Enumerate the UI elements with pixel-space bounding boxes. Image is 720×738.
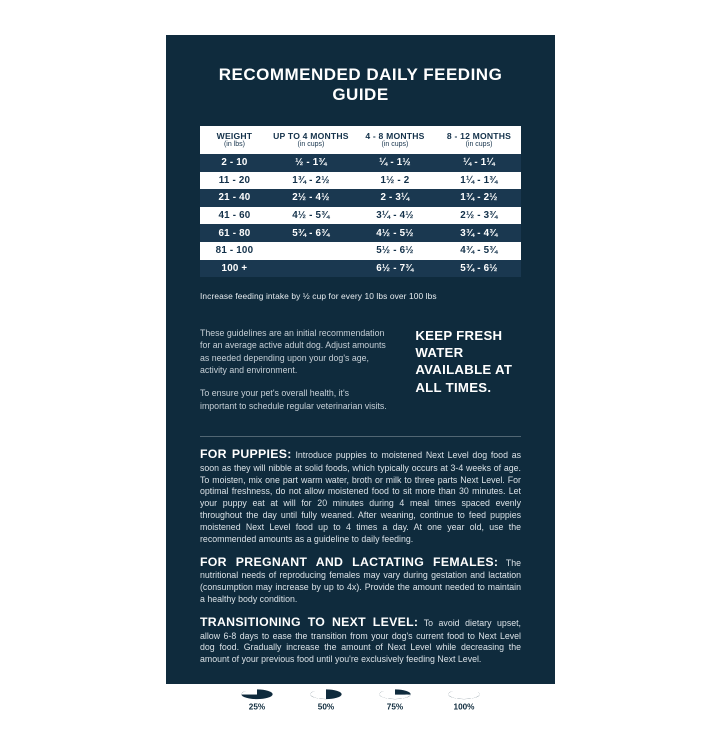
section-pregnant-lactating	[200, 554, 521, 606]
table-row	[200, 207, 521, 225]
section-for-puppies	[200, 446, 521, 546]
feeding-guide-panel	[166, 35, 555, 738]
table-footnote: Increase feeding intake by ½ cup for every 10 lbs over 100 lbs	[200, 291, 437, 302]
table-cell: ¼ - 1¼	[463, 157, 495, 169]
table-cell: 2 - 10	[221, 157, 248, 169]
table-cell: 61 - 80	[218, 227, 251, 239]
section-heading: FOR PUPPIES:	[200, 447, 292, 462]
table-cell: 1¾ - 2½	[460, 192, 498, 204]
info-sections	[200, 446, 521, 666]
svg-text:25%: 25%	[248, 702, 266, 712]
table-cell: 81 - 100	[215, 245, 254, 257]
table-row	[200, 260, 521, 278]
svg-text:50%: 50%	[317, 702, 335, 712]
guidelines-section	[200, 327, 521, 423]
table-cell: 11 - 20	[218, 174, 251, 186]
table-row	[200, 224, 521, 242]
transition-bowls	[200, 682, 521, 738]
table-cell: 1½ - 2	[380, 174, 410, 186]
col-header-8-12-months: 8 - 12 MONTHS (in cups)	[446, 130, 512, 148]
table-cell: 21 - 40	[218, 192, 251, 204]
transition-step	[440, 682, 488, 738]
transition-step	[233, 682, 281, 738]
table-cell: 1¾ - 2½	[292, 174, 330, 186]
bowl-icon	[232, 682, 282, 719]
table-cell: 4½ - 5¾	[292, 210, 330, 222]
table-cell: 5½ - 6½	[376, 245, 414, 257]
svg-text:75%: 75%	[386, 702, 404, 712]
guidelines-text	[200, 327, 387, 423]
table-cell: 3¾ - 4¾	[460, 227, 498, 239]
table-cell: 41 - 60	[218, 210, 251, 222]
table-row	[200, 242, 521, 260]
transition-days-label: Days 2-4	[304, 727, 348, 738]
table-cell: 6½ - 7¾	[376, 262, 414, 274]
section-heading: TRANSITIONING TO NEXT LEVEL:	[200, 614, 419, 629]
table-cell: 2½ - 4½	[292, 192, 330, 204]
table-row	[200, 189, 521, 207]
table-cell: 5¾ - 6¾	[292, 227, 330, 239]
col-header-4-8-months: 4 - 8 MONTHS (in cups)	[365, 130, 425, 148]
table-cell: 100 +	[221, 262, 248, 274]
transition-days-label: Days 6-8	[442, 727, 486, 738]
table-cell: 3¼ - 4½	[376, 210, 414, 222]
transition-step	[302, 682, 350, 738]
table-cell: 4¾ - 5¾	[460, 245, 498, 257]
col-header-up-to-4-months: UP TO 4 MONTHS (in cups)	[273, 130, 349, 148]
table-body	[200, 154, 521, 277]
guidelines-paragraph-1: These guidelines are an initial recommendation for an average active adult dog. Adjust amounts as needed depending upon your dog's age, activity and environment.	[200, 328, 386, 376]
transition-days-label: Days 4-6	[373, 727, 417, 738]
table-cell: 2 - 3¼	[380, 192, 410, 204]
table-cell: 5¾ - 6½	[460, 262, 498, 274]
table-cell: 2½ - 3¾	[460, 210, 498, 222]
section-body: Introduce puppies to moistened Next Level dog food as soon as they will nibble at solid foods, which typically occurs at 3-4 weeks of age. To moisten, mix one part warm water, broth or milk to three parts Next Level. For optimal freshness, do not allow moistened food to sit more than 30 minutes. Let your puppy eat at will for 20 minutes during 4 meal times spaced evenly throughout the day until fully weaned. After weaning, continue to feed puppies moistened Next Level food up to 4 times a day. At one year old, use the recommended amounts as a guideline to daily feeding.	[200, 450, 522, 544]
section-body: The nutritional needs of reproducing females may vary during gestation and lactation (consumption may increase by up to 4x). Provide the amount needed to maintain a healthy body condition.	[200, 557, 521, 605]
page-title: RECOMMENDED DAILY FEEDING GUIDE	[218, 65, 503, 104]
table-row	[200, 172, 521, 190]
bowl-icon	[301, 682, 351, 719]
fresh-water-callout: KEEP FRESH WATER AVAILABLE AT ALL TIMES.	[415, 328, 513, 395]
guidelines-paragraph-2: To ensure your pet's overall health, it's important to schedule regular veterinarian visits.	[200, 388, 387, 411]
table-cell: 1¼ - 1¾	[460, 174, 498, 186]
col-header-weight: WEIGHT (in lbs)	[216, 130, 253, 148]
bowl-icon	[439, 682, 489, 719]
section-body: To avoid dietary upset, allow 6-8 days to ease the transition from your dog's current food to Next Level dog food. Gradually increase the amount of Next Level while decreasing the amount of your previous food until you're exclusively feeding Next Level.	[200, 617, 521, 665]
section-divider	[200, 436, 521, 437]
section-heading: FOR PREGNANT AND LACTATING FEMALES:	[200, 554, 499, 569]
table-row	[200, 154, 521, 172]
table-header-row	[200, 126, 521, 154]
table-cell: ½ - 1¾	[295, 157, 327, 169]
bowl-icon	[370, 682, 420, 719]
transition-days-label: Days 1-2	[235, 727, 279, 738]
table-cell: 4½ - 5½	[376, 227, 414, 239]
table-cell: ¼ - 1½	[379, 157, 411, 169]
svg-text:100%: 100%	[453, 702, 475, 712]
transition-step	[371, 682, 419, 738]
feeding-table	[200, 126, 521, 277]
section-transitioning	[200, 614, 521, 666]
